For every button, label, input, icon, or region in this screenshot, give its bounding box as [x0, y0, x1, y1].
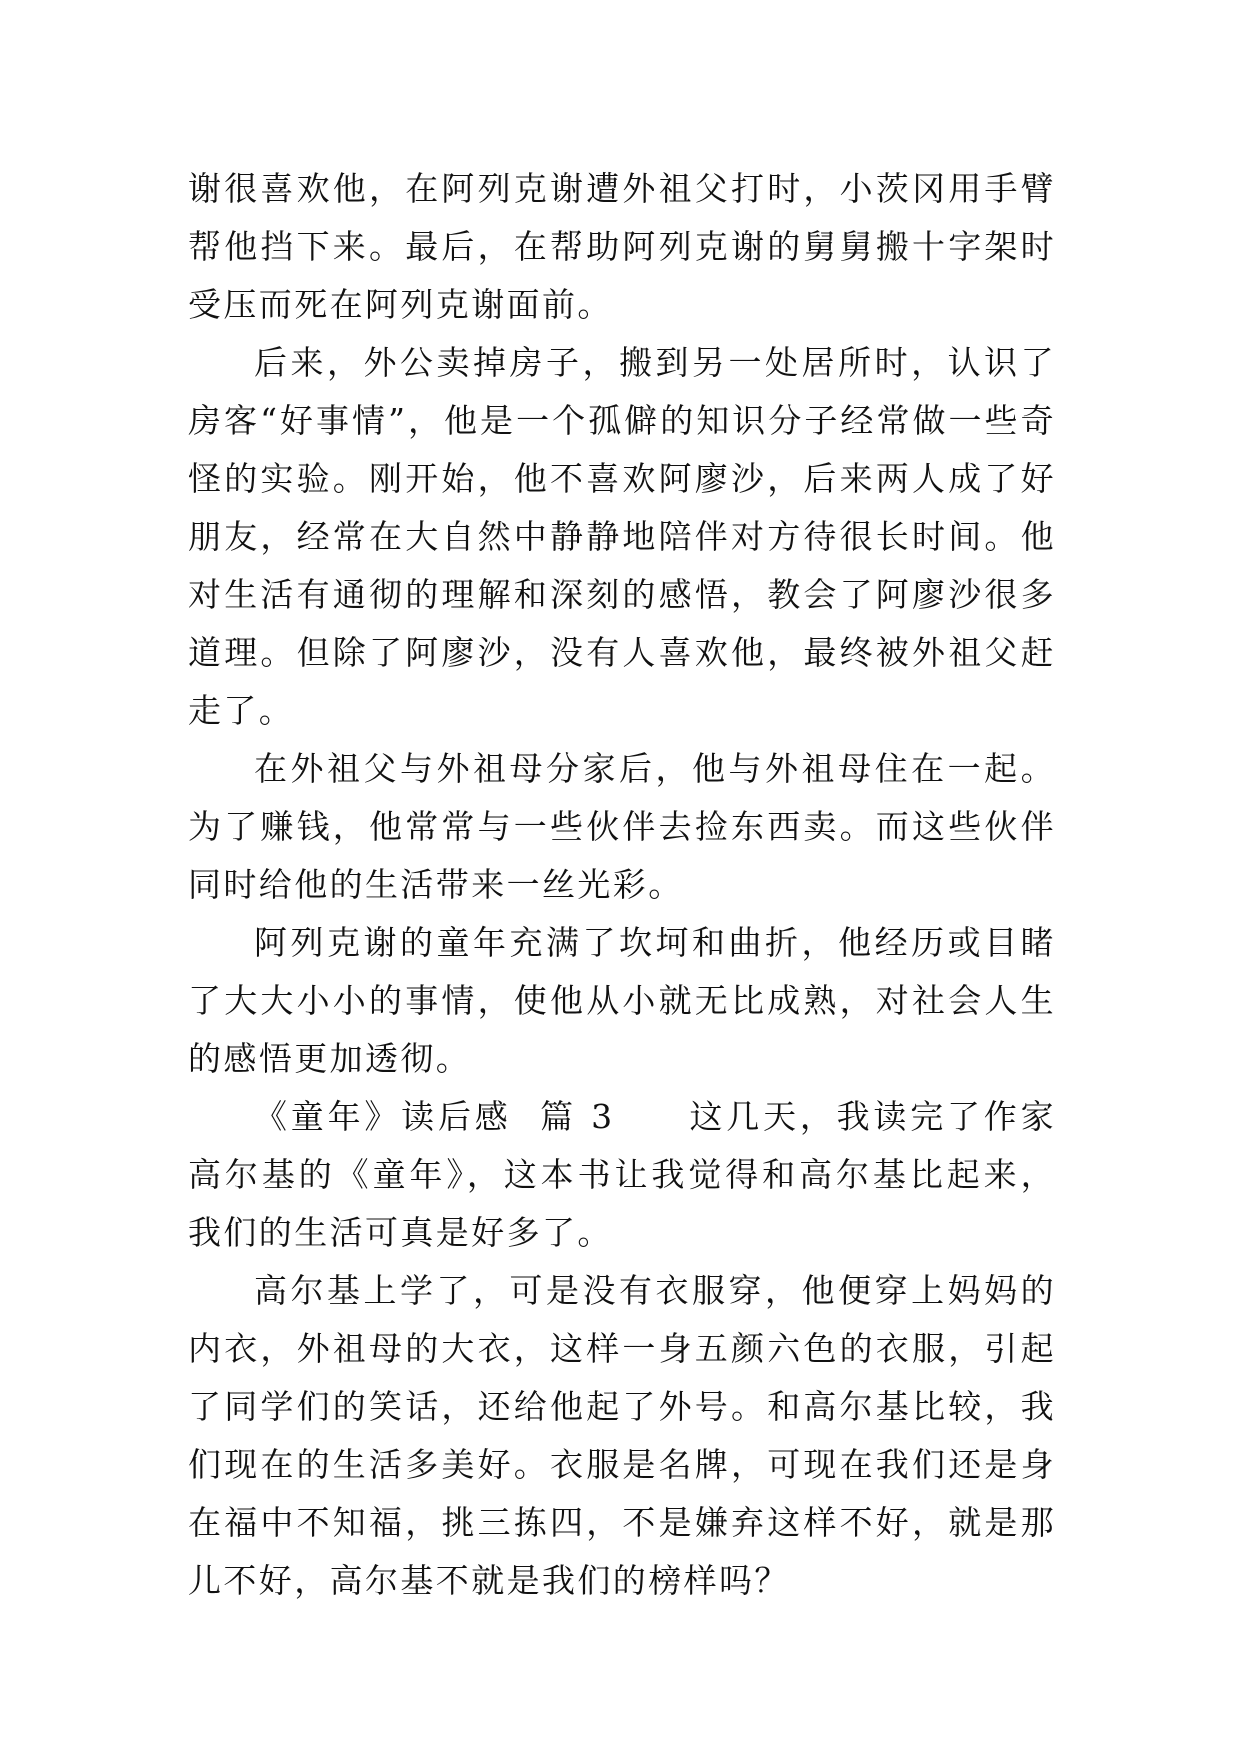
paragraph-2: 后来，外公卖掉房子，搬到另一处居所时，认识了房客“好事情”，他是一个孤僻的知识分子经常做一些奇怪的实验。刚开始，他不喜欢阿廖沙，后来两人成了好朋友，经常在大自然中静静地陪伴对方待很长时间。他对生活有通彻的理解和深刻的感悟，教会了阿廖沙很多道理。但除了阿廖沙，没有人喜欢他，最终被外祖父赶走了。: [188, 343, 1056, 730]
paragraph-5: 《童年》读后感 篇 3 这几天，我读完了作家高尔基的《童年》，这本书让我觉得和高尔基比起来，我们的生活可真是好多了。: [188, 1097, 1056, 1252]
document-body: [188, 160, 1056, 1610]
paragraph-3: 在外祖父与外祖母分家后，他与外祖母住在一起。为了赚钱，他常常与一些伙伴去捡东西卖。而这些伙伴同时给他的生活带来一丝光彩。: [188, 749, 1056, 904]
paragraph-4: 阿列克谢的童年充满了坎坷和曲折，他经历或目睹了大大小小的事情，使他从小就无比成熟，对社会人生的感悟更加透彻。: [188, 923, 1056, 1078]
paragraph-6: 高尔基上学了，可是没有衣服穿，他便穿上妈妈的内衣，外祖母的大衣，这样一身五颜六色的衣服，引起了同学们的笑话，还给他起了外号。和高尔基比较，我们现在的生活多美好。衣服是名牌，可现在我们还是身在福中不知福，挑三拣四，不是嫌弃这样不好，就是那儿不好，高尔基不就是我们的榜样吗？: [188, 1271, 1056, 1600]
paragraph-1: 谢很喜欢他，在阿列克谢遭外祖父打时，小茨冈用手臂帮他挡下来。最后，在帮助阿列克谢的舅舅搬十字架时受压而死在阿列克谢面前。: [188, 169, 1056, 324]
